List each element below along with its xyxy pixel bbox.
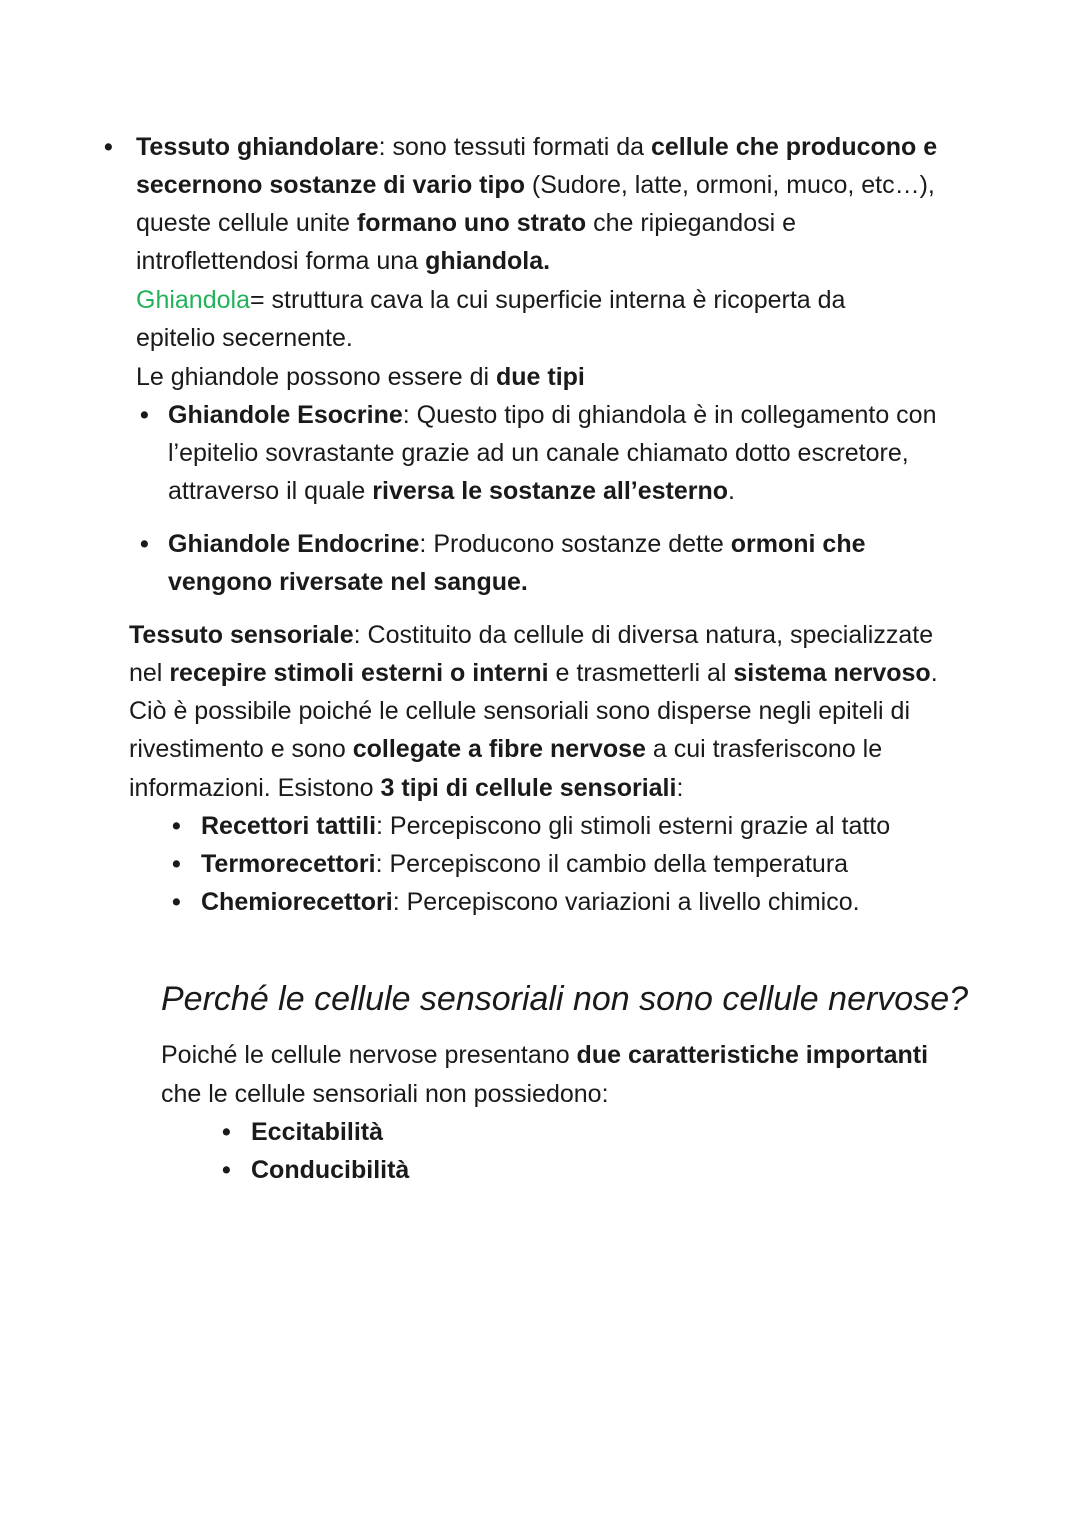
esocrine-line-3: attraverso il quale riversa le sostanze all’esterno. [168,477,735,505]
ghiandolare-line-1: Tessuto ghiandolare: sono tessuti formati da cellule che producono e [136,133,938,161]
list-item: Termorecettori: Percepiscono il cambio della temperatura [201,850,849,878]
endocrine-line-1: Ghiandole Endocrine: Producono sostanze dette ormoni che [168,530,866,558]
endocrine-title: Ghiandole Endocrine [168,530,420,558]
sensoriale-line-4: rivestimento e sono collegate a fibre nervose a cui trasferiscono le [129,735,883,763]
esocrine-title: Ghiandole Esocrine [168,401,403,429]
ghiandolare-title: Tessuto ghiandolare [136,133,379,161]
question-heading: Perché le cellule sensoriali non sono cellule nervose? [161,980,969,1018]
bullet-eccitabilita: • [222,1118,231,1146]
ghiandole-types-intro: Le ghiandole possono essere di due tipi [136,363,585,391]
ghiandola-definition: Ghiandola= struttura cava la cui superficie interna è ricoperta da [136,286,846,314]
bullet-esocrine: • [140,401,149,429]
list-item: Recettori tattili: Percepiscono gli stimoli esterni grazie al tatto [201,812,891,840]
sensoriale-title: Tessuto sensoriale [129,621,354,649]
list-item: Conducibilità [251,1156,410,1184]
ghiandola-definition-cont: epitelio secernente. [136,324,353,352]
ghiandolare-line-4: introflettendosi forma una ghiandola. [136,247,551,275]
question-line-2: che le cellule sensoriali non possiedono: [161,1080,609,1108]
sensoriale-line-1: Tessuto sensoriale: Costituito da cellule di diversa natura, specializzate [129,621,934,649]
question-line-1: Poiché le cellule nervose presentano due caratteristiche importanti [161,1041,929,1069]
sensoriale-line-2: nel recepire stimoli esterni o interni e trasmetterli al sistema nervoso. [129,659,938,687]
bullet-ghiandolare: • [104,133,113,161]
bullet-endocrine: • [140,530,149,558]
ghiandola-term: Ghiandola [136,286,250,314]
bullet-termorecettori: • [172,850,181,878]
bullet-conducibilita: • [222,1156,231,1184]
sensoriale-line-5: informazioni. Esistono 3 tipi di cellule sensoriali: [129,774,684,802]
esocrine-line-2: l’epitelio sovrastante grazie ad un canale chiamato dotto escretore, [168,439,909,467]
endocrine-line-2: vengono riversate nel sangue. [168,568,528,596]
ghiandolare-line-2: secernono sostanze di vario tipo (Sudore, latte, ormoni, muco, etc…), [136,171,935,199]
list-item: Eccitabilità [251,1118,383,1146]
esocrine-line-1: Ghiandole Esocrine: Questo tipo di ghiandola è in collegamento con [168,401,937,429]
bullet-chemiorecettori: • [172,888,181,916]
sensoriale-line-3: Ciò è possibile poiché le cellule sensoriali sono disperse negli epiteli di [129,697,911,725]
bullet-recettori: • [172,812,181,840]
ghiandolare-line-3: queste cellule unite formano uno strato che ripiegandosi e [136,209,797,237]
list-item: Chemiorecettori: Percepiscono variazioni a livello chimico. [201,888,860,916]
